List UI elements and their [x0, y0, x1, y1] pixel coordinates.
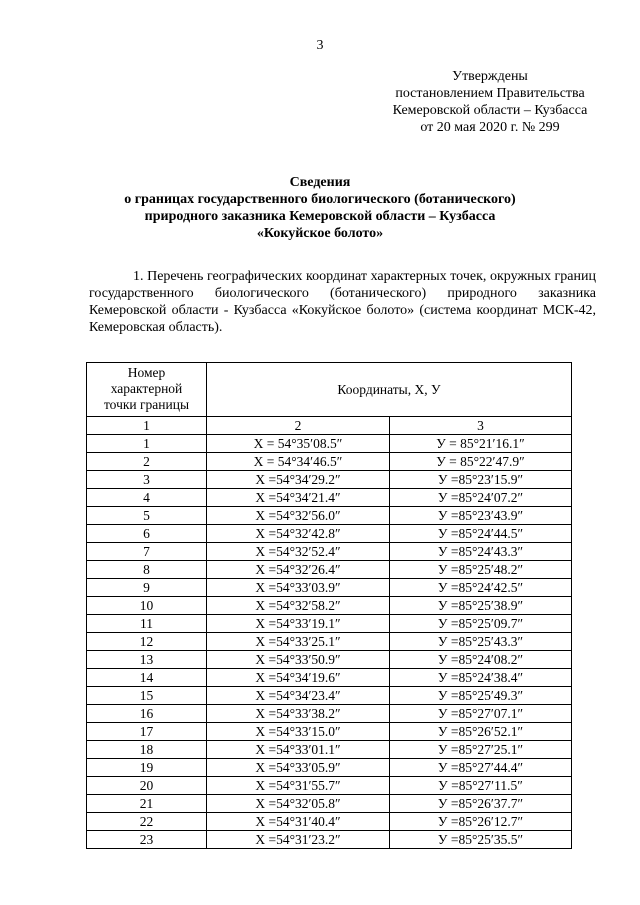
y-coordinate: У =85°27′44.4″: [390, 759, 572, 777]
approval-block: [380, 68, 600, 136]
y-coordinate: У =85°24′44.5″: [390, 525, 572, 543]
title-line: Сведения: [289, 175, 351, 190]
y-coordinate: У =85°24′07.2″: [390, 489, 572, 507]
y-coordinate: У =85°25′43.3″: [390, 633, 572, 651]
coordinates-table: [86, 362, 572, 849]
x-coordinate: X = 54°35′08.5″: [207, 435, 390, 453]
y-coordinate: У =85°25′35.5″: [390, 831, 572, 849]
point-number: 14: [87, 669, 207, 687]
point-number: 7: [87, 543, 207, 561]
header-line: Номер: [127, 365, 166, 380]
point-number: 16: [87, 705, 207, 723]
point-number-header: [87, 363, 207, 417]
approval-line: от 20 мая 2020 г. № 299: [420, 120, 560, 135]
table-row: [87, 579, 572, 597]
y-coordinate: У =85°26′52.1″: [390, 723, 572, 741]
page-number: 3: [316, 38, 324, 53]
table-header-row: [87, 363, 572, 417]
table-row: [87, 543, 572, 561]
table-row: [87, 651, 572, 669]
point-number: 2: [87, 453, 207, 471]
y-coordinate: У =85°26′37.7″: [390, 795, 572, 813]
x-coordinate: X =54°33′19.1″: [207, 615, 390, 633]
y-coordinate: У = 85°22′47.9″: [390, 453, 572, 471]
table-row: [87, 705, 572, 723]
y-coordinate: У =85°24′38.4″: [390, 669, 572, 687]
x-coordinate: X =54°31′55.7″: [207, 777, 390, 795]
point-number: 15: [87, 687, 207, 705]
y-coordinate: У =85°27′07.1″: [390, 705, 572, 723]
y-coordinate: У =85°25′38.9″: [390, 597, 572, 615]
x-coordinate: X =54°33′50.9″: [207, 651, 390, 669]
table-row: [87, 687, 572, 705]
column-numbering-row: [87, 417, 572, 435]
y-coordinate: У =85°27′11.5″: [390, 777, 572, 795]
table-row: [87, 723, 572, 741]
header-line: точки границы: [103, 397, 190, 412]
table-row: [87, 633, 572, 651]
point-number: 1: [87, 435, 207, 453]
table-row: [87, 741, 572, 759]
table-row: [87, 471, 572, 489]
table-row: [87, 795, 572, 813]
point-number: 11: [87, 615, 207, 633]
title-line: «Кокуйское болото»: [256, 226, 384, 241]
x-coordinate: X =54°31′40.4″: [207, 813, 390, 831]
column-number: 2: [207, 417, 390, 435]
y-coordinate: У =85°23′15.9″: [390, 471, 572, 489]
table-row: [87, 615, 572, 633]
x-coordinate: X =54°33′01.1″: [207, 741, 390, 759]
x-coordinate: X =54°32′58.2″: [207, 597, 390, 615]
title-line: о границах государственного биологического (ботанического): [124, 192, 516, 207]
x-coordinate: X = 54°34′46.5″: [207, 453, 390, 471]
x-coordinate: X =54°33′15.0″: [207, 723, 390, 741]
point-number: 23: [87, 831, 207, 849]
point-number: 18: [87, 741, 207, 759]
table-row: [87, 597, 572, 615]
y-coordinate: У = 85°21′16.1″: [390, 435, 572, 453]
point-number: 22: [87, 813, 207, 831]
approval-line: Кемеровской области – Кузбасса: [392, 103, 588, 118]
table-row: [87, 507, 572, 525]
document-title: [80, 174, 560, 242]
x-coordinate: X =54°33′38.2″: [207, 705, 390, 723]
column-number: 3: [390, 417, 572, 435]
point-number: 9: [87, 579, 207, 597]
intro-paragraph: 1. Перечень географических координат характерных точек, окружных границ государственного биологического (ботанического) природного заказника Кемеровской области - Кузбасса «Кокуйское болото» (система координат МСК-42, Кемеровская область).: [89, 269, 596, 335]
point-number: 12: [87, 633, 207, 651]
table-row: [87, 453, 572, 471]
y-coordinate: У =85°27′25.1″: [390, 741, 572, 759]
x-coordinate: X =54°34′19.6″: [207, 669, 390, 687]
y-coordinate: У =85°24′08.2″: [390, 651, 572, 669]
x-coordinate: X =54°32′56.0″: [207, 507, 390, 525]
table-row: [87, 435, 572, 453]
table-row: [87, 759, 572, 777]
approval-line: Утверждены: [452, 69, 528, 84]
x-coordinate: X =54°31′23.2″: [207, 831, 390, 849]
coordinates-header: Координаты, X, У: [207, 363, 572, 417]
x-coordinate: X =54°34′23.4″: [207, 687, 390, 705]
point-number: 4: [87, 489, 207, 507]
y-coordinate: У =85°23′43.9″: [390, 507, 572, 525]
approval-line: постановлением Правительства: [395, 86, 585, 101]
table-row: [87, 813, 572, 831]
point-number: 8: [87, 561, 207, 579]
table-row: [87, 561, 572, 579]
table-row: [87, 489, 572, 507]
point-number: 19: [87, 759, 207, 777]
table-row: [87, 831, 572, 849]
table-row: [87, 525, 572, 543]
point-number: 17: [87, 723, 207, 741]
title-line: природного заказника Кемеровской области – Кузбасса: [144, 209, 496, 224]
table-row: [87, 669, 572, 687]
x-coordinate: X =54°34′21.4″: [207, 489, 390, 507]
column-number: 1: [87, 417, 207, 435]
x-coordinate: X =54°32′52.4″: [207, 543, 390, 561]
y-coordinate: У =85°24′42.5″: [390, 579, 572, 597]
header-line: характерной: [110, 381, 183, 396]
point-number: 21: [87, 795, 207, 813]
x-coordinate: X =54°32′26.4″: [207, 561, 390, 579]
point-number: 3: [87, 471, 207, 489]
x-coordinate: X =54°33′05.9″: [207, 759, 390, 777]
point-number: 20: [87, 777, 207, 795]
x-coordinate: X =54°33′03.9″: [207, 579, 390, 597]
point-number: 5: [87, 507, 207, 525]
y-coordinate: У =85°25′48.2″: [390, 561, 572, 579]
y-coordinate: У =85°24′43.3″: [390, 543, 572, 561]
x-coordinate: X =54°32′42.8″: [207, 525, 390, 543]
y-coordinate: У =85°25′49.3″: [390, 687, 572, 705]
y-coordinate: У =85°25′09.7″: [390, 615, 572, 633]
table-row: [87, 777, 572, 795]
y-coordinate: У =85°26′12.7″: [390, 813, 572, 831]
x-coordinate: X =54°32′05.8″: [207, 795, 390, 813]
point-number: 6: [87, 525, 207, 543]
point-number: 13: [87, 651, 207, 669]
point-number: 10: [87, 597, 207, 615]
x-coordinate: X =54°34′29.2″: [207, 471, 390, 489]
x-coordinate: X =54°33′25.1″: [207, 633, 390, 651]
